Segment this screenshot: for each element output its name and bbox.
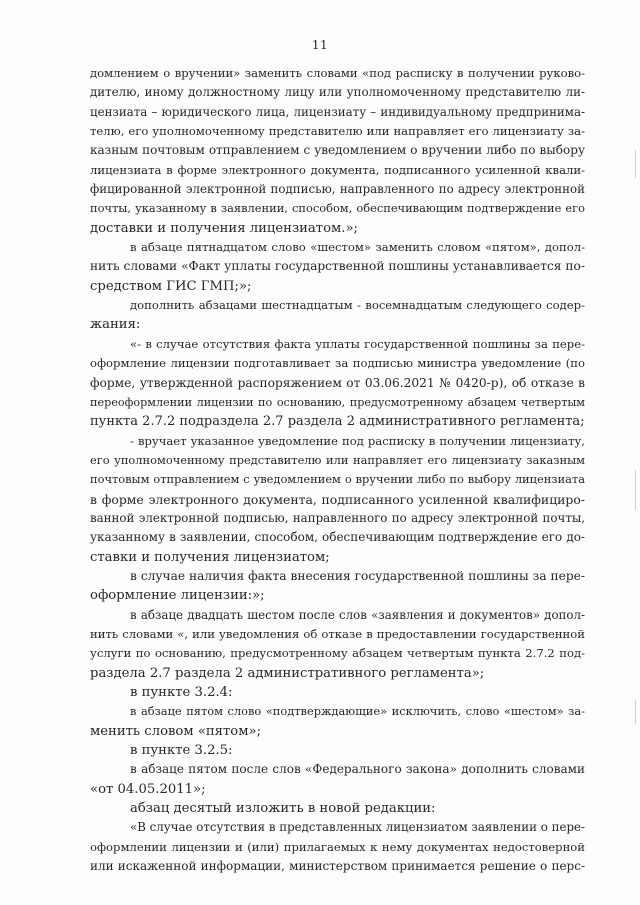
text-line: в форме электронного документа, подписанного усиленной квалифициро- bbox=[90, 491, 585, 507]
text-line: форме, утвержденной распоряжением от 03.06.2021 № 0420-р), об отказе в bbox=[90, 375, 585, 390]
text-line: средством ГИС ГМП;»; bbox=[90, 278, 252, 294]
text-line: дополнить абзацами шестнадцатым - восемнадцатым следующего содер- bbox=[130, 298, 585, 313]
text-line: жания: bbox=[90, 317, 141, 333]
text-line: или искаженной информации, министерством принимается решение о перс- bbox=[90, 859, 585, 874]
text-line: «- в случае отсутствия факта уплаты государственной пошлины за пере- bbox=[130, 336, 585, 351]
text-line: цензиата – юридического лица, лицензиату – индивидуальному предпринима- bbox=[90, 104, 585, 119]
text-line: указанному в заявлении, способом, обеспечивающим подтверждение его до- bbox=[90, 530, 585, 545]
text-line: казным почтовым отправлением с уведомлением о вручении либо по выбору bbox=[90, 143, 585, 158]
text-line: его уполномоченному представителю или направляет его лицензиату заказным bbox=[90, 452, 585, 467]
text-line: в случае наличия факта внесения государственной пошлины за пере- bbox=[130, 568, 585, 583]
text-line: телю, его уполномоченному представителю или направляет его лицензиату за- bbox=[90, 124, 585, 139]
text-line: домлением о вручении» заменить словами «под расписку в получении руково- bbox=[90, 66, 585, 80]
text-line: лицензиата в форме электронного документа, подписанного усиленной квали- bbox=[90, 162, 585, 177]
document-body bbox=[90, 64, 585, 876]
text-line: оформлении лицензии и (или) прилагаемых к нему документах недостоверной bbox=[90, 839, 585, 854]
text-line: раздела 2.7 раздела 2 административного регламента»; bbox=[90, 665, 485, 681]
text-line: в пункте 3.2.5: bbox=[130, 743, 233, 759]
text-line: оформление лицензии:»; bbox=[90, 588, 265, 604]
text-line: ставки и получения лицензиатом; bbox=[90, 549, 330, 565]
text-line: в абзаце двадцать шестом после слов «заявления и документов» допол- bbox=[130, 607, 585, 622]
text-line: нить словами «Факт уплаты государственной пошлины устанавливается по- bbox=[90, 259, 585, 274]
text-line: в абзаце пятом после слов «Федерального закона» дополнить словами bbox=[130, 762, 585, 777]
text-line: переоформлении лицензии по основанию, предусмотренному абзацем четвертым bbox=[90, 395, 585, 409]
page-number: 11 bbox=[311, 38, 329, 52]
text-line: ванной электронной подписью, направленного по адресу электронной почты, bbox=[90, 510, 585, 525]
text-line: менить словом «пятом»; bbox=[90, 723, 262, 739]
text-line: абзац десятый изложить в новой редакции: bbox=[130, 801, 436, 817]
text-line: в абзаце пятнадцатом слово «шестом» заменить словом «пятом», допол- bbox=[130, 240, 585, 255]
text-line: нить словами «, или уведомления об отказе в предоставлении государственной bbox=[90, 626, 585, 641]
text-line: - вручает указанное уведомление под расписку в получении лицензиату, bbox=[130, 433, 585, 448]
text-line: доставки и получения лицензиатом.»; bbox=[90, 220, 358, 236]
text-line: фицированной электронной подписью, направленного по адресу электронной bbox=[90, 182, 585, 197]
text-line: в абзаце пятом слово «подтверждающие» исключить, слово «шестом» за- bbox=[130, 704, 585, 719]
scan-artifact bbox=[635, 470, 636, 510]
text-line: дителю, иному должностному лицу или уполномоченному представителю ли- bbox=[90, 85, 585, 100]
scan-artifact bbox=[635, 150, 636, 178]
text-line: «В случае отсутствия в представленных лицензиатом заявлении о пере- bbox=[130, 820, 585, 835]
text-line: услуги по основанию, предусмотренному абзацем четвертым пункта 2.7.2 под- bbox=[90, 646, 585, 661]
text-line: почты, указанному в заявлении, способом, обеспечивающим подтверждение его bbox=[90, 201, 585, 216]
text-line: в пункте 3.2.4: bbox=[130, 685, 233, 700]
text-line: оформление лицензии подготавливает за подписью министра уведомление (по bbox=[90, 356, 585, 371]
text-line: «от 04.05.2011»; bbox=[90, 781, 206, 797]
text-line: почтовым отправлением с уведомлением о вручении либо по выбору лицензиата bbox=[90, 472, 585, 487]
scan-artifact bbox=[635, 700, 636, 724]
text-line: пункта 2.7.2 подраздела 2.7 раздела 2 административного регламента; bbox=[90, 414, 585, 430]
